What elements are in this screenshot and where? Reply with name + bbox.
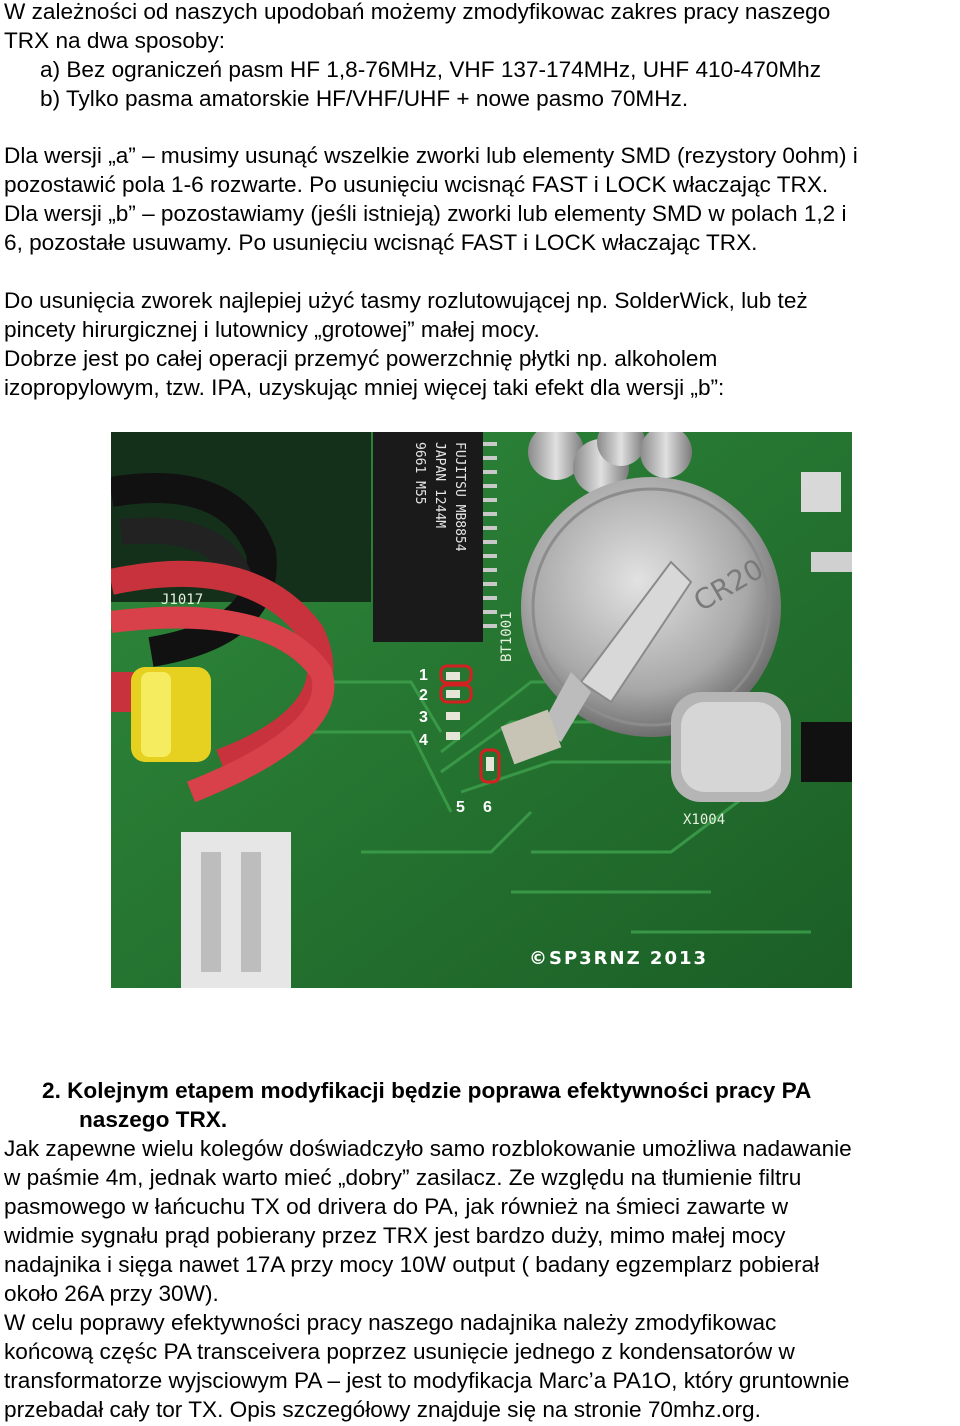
- tips-line-2: pincety hirurgicznej i lutownicy „grotowej” małej mocy.: [4, 317, 540, 342]
- version-b-line-2: 6, pozostałe usuwamy. Po usunięciu wcisnąć FAST i LOCK właczając TRX.: [4, 230, 758, 255]
- pcb-photo-illustration: [111, 432, 852, 988]
- section-2-line-6: około 26A przy 30W).: [4, 1281, 219, 1306]
- chip-label-3: 9661 M55: [412, 442, 427, 505]
- section-2-heading-line-1: 2. Kolejnym etapem modyfikacji będzie poprawa efektywności pracy PA: [42, 1078, 812, 1103]
- silk-bt: BT1001: [499, 611, 515, 662]
- tips-line-3: Dobrze jest po całej operacji przemyć powerzchnię płytki np. alkoholem: [4, 346, 718, 371]
- photo-copyright: ©SP3RNZ 2013: [529, 948, 709, 969]
- chip-label-2: JAPAN 1244M: [432, 442, 447, 529]
- pad-number-5: 5: [456, 799, 465, 816]
- tips-line-4: izopropylowym, tzw. IPA, uzyskując mniej więcej taki efekt dla wersji „b”:: [4, 375, 725, 400]
- version-a-line-1: Dla wersji „a” – musimy usunąć wszelkie zworki lub elementy SMD (rezystory 0ohm) i: [4, 143, 858, 168]
- pad-number-4: 4: [419, 732, 428, 749]
- battery-marking: CR20: [688, 552, 770, 619]
- pad-number-1: 1: [419, 667, 428, 684]
- version-a-line-2: pozostawić pola 1-6 rozwarte. Po usunięciu wcisnąć FAST i LOCK właczając TRX.: [4, 172, 829, 197]
- tips-line-1: Do usunięcia zworek najlepiej użyć tasmy rozlutowującej np. SolderWick, lub też: [4, 288, 808, 313]
- silk-j: J1017: [161, 592, 204, 608]
- section-2-line-1: Jak zapewne wielu kolegów doświadczyło samo rozblokowanie umożliwa nadawanie: [4, 1136, 852, 1161]
- section-2-line-5: nadajnika i sięga nawet 17A przy mocy 10W output ( badany egzemplarz pobierał: [4, 1252, 820, 1277]
- pad-number-2: 2: [419, 687, 428, 704]
- section-2-line-2: w paśmie 4m, jednak warto mieć „dobry” zasilacz. Ze względu na tłumienie filtru: [4, 1165, 802, 1190]
- pad-number-3: 3: [419, 709, 428, 726]
- intro-line-1: W zależności od naszych upodobań możemy zmodyfikowac zakres pracy naszego: [4, 0, 831, 24]
- option-b: b) Tylko pasma amatorskie HF/VHF/UHF + nowe pasmo 70MHz.: [40, 86, 689, 111]
- section-2-heading-line-2: naszego TRX.: [79, 1107, 228, 1132]
- pad-number-6: 6: [483, 799, 492, 816]
- section-2-line-3: pasmowego w łańcuchu TX od drivera do PA, jak również na śmieci zawarte w: [4, 1194, 789, 1219]
- version-b-line-1: Dla wersji „b” – pozostawiamy (jeśli istnieją) zworki lub elementy SMD w polach 1,2 i: [4, 201, 847, 226]
- section-2-line-7: W celu poprawy efektywności pracy naszego nadajnika należy zmodyfikowac: [4, 1310, 777, 1335]
- pcb-photo: [111, 432, 852, 988]
- section-2-line-10: przebadał cały tor TX. Opis szczegółowy znajduje się na stronie 70mhz.org.: [4, 1397, 761, 1422]
- section-2-line-4: widmie sygnału prąd pobierany przez TRX jest bardzo duży, mimo małej mocy: [4, 1223, 786, 1248]
- section-2-line-8: końcową częśc PA transceivera poprzez usunięcie jednego z kondensatorów w: [4, 1339, 795, 1364]
- section-2-line-9: transformatorze wyjsciowym PA – jest to modyfikacja Marc’a PA1O, który gruntownie: [4, 1368, 850, 1393]
- option-a: a) Bez ograniczeń pasm HF 1,8-76MHz, VHF 137-174MHz, UHF 410-470Mhz: [40, 57, 822, 82]
- intro-line-2: TRX na dwa sposoby:: [4, 28, 226, 53]
- chip-label-1: FUJITSU MB8854: [452, 442, 467, 552]
- silk-x: X1004: [683, 812, 726, 828]
